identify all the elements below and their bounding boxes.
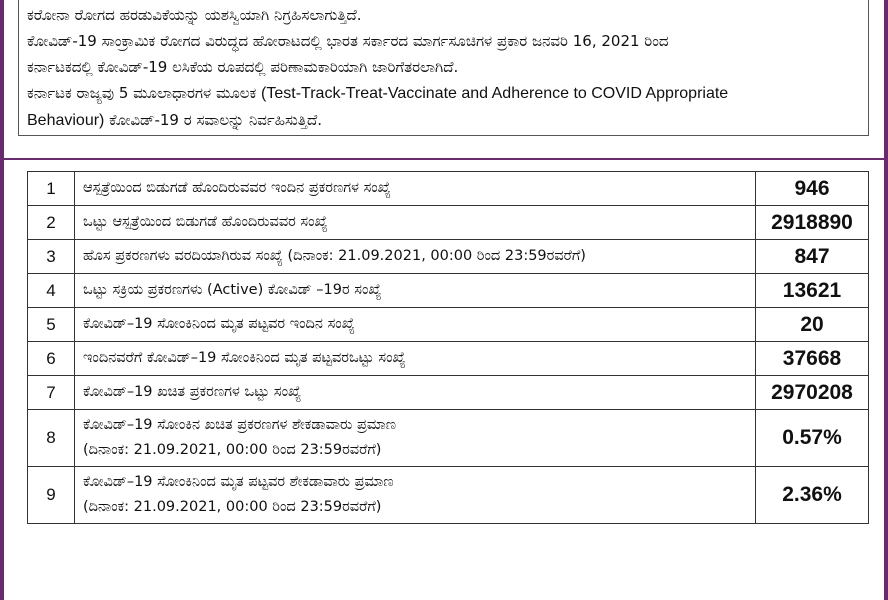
table-row	[28, 274, 869, 308]
row-number: 3	[28, 240, 75, 274]
intro-line-1: ಕರೋನಾ ರೋಗದ ಹರಡುವಿಕೆಯನ್ನು ಯಶಸ್ವಿಯಾಗಿ ನಿಗ್ರಹಿಸಲಾಗುತ್ತಿದೆ.	[27, 6, 362, 24]
row-description	[75, 467, 756, 524]
row-value: 13621	[756, 274, 869, 308]
row-description	[75, 240, 756, 274]
intro-line-5-english: Behaviour)	[27, 112, 105, 129]
row-number: 4	[28, 274, 75, 308]
covid-stats-table	[27, 171, 869, 524]
row-value: 946	[756, 172, 869, 206]
row-number: 6	[28, 342, 75, 376]
row-date-range: (ದಿನಾಂಕ: 21.09.2021, 00:00 ರಿಂದ 23:59ರವರೆಗೆ)	[83, 442, 382, 458]
row-description	[75, 410, 756, 467]
row-value: 2918890	[756, 206, 869, 240]
row-value: 20	[756, 308, 869, 342]
row-number: 8	[28, 410, 75, 467]
table-row	[28, 240, 869, 274]
row-description-text: ಕೋವಿಡ್–19 ಸೋಂಕಿನ ಖಚಿತ ಪ್ರಕರಣಗಳ ಶೇಕಡಾವಾರು ಪ್ರಮಾಣ	[83, 417, 397, 433]
row-value: 2.36%	[756, 467, 869, 524]
row-number: 1	[28, 172, 75, 206]
intro-line-2: ಕೋವಿಡ್-19 ಸಾಂಕ್ರಾಮಿಕ ರೋಗದ ವಿರುದ್ಧದ ಹೋರಾಟದಲ್ಲಿ ಭಾರತ ಸರ್ಕಾರದ ಮಾರ್ಗಸೂಚಿಗಳ ಪ್ರಕಾರ ಜನವರಿ 16, 2021 ರಿಂದ	[27, 32, 669, 50]
intro-line-4-english: (Test-Track-Treat-Vaccinate and Adherence to COVID Appropriate	[261, 85, 729, 102]
intro-line-4	[27, 80, 860, 107]
row-description-text: ಒಟ್ಟು ಆಸ್ಪತ್ರೆಯಿಂದ ಬಿಡುಗಡೆ ಹೊಂದಿರುವವರ ಸಂಖ್ಯೆ	[83, 214, 328, 230]
intro-text-box	[18, 0, 869, 136]
row-description-text: ಹೊಸ ಪ್ರಕರಣಗಳು ವರದಿಯಾಗಿರುವ ಸಂಖ್ಯೆ (ದಿನಾಂಕ: 21.09.2021, 00:00 ರಿಂದ 23:59ರವರೆಗೆ)	[83, 248, 586, 264]
row-description-text: ಕೋವಿಡ್–19 ಸೋಂಕಿನಿಂದ ಮೃತ ಪಟ್ಟವರ ಇಂದಿನ ಸಂಖ್ಯೆ	[83, 316, 355, 332]
intro-line-4-kannada: ಕರ್ನಾಟಕ ರಾಜ್ಯವು 5 ಮೂಲಾಧಾರಗಳ ಮೂಲಕ	[27, 84, 262, 102]
section-divider	[4, 158, 884, 160]
row-description-text: ಇಂದಿನವರೆಗೆ ಕೋವಿಡ್–19 ಸೋಂಕಿನಿಂದ ಮೃತ ಪಟ್ಟವರಒಟ್ಟು ಸಂಖ್ಯೆ	[83, 350, 406, 366]
row-description	[75, 308, 756, 342]
row-description	[75, 376, 756, 410]
table-row	[28, 376, 869, 410]
intro-line-5	[27, 107, 860, 134]
row-description	[75, 206, 756, 240]
row-value: 37668	[756, 342, 869, 376]
intro-line-3: ಕರ್ನಾಟಕದಲ್ಲಿ ಕೋವಿಡ್-19 ಲಸಿಕೆಯ ರೂಪದಲ್ಲಿ ಪರಿಣಾಮಕಾರಿಯಾಗಿ ಜಾರಿಗೆತರಲಾಗಿದೆ.	[27, 58, 459, 76]
row-description-text: ಕೋವಿಡ್–19 ಸೋಂಕಿನಿಂದ ಮೃತ ಪಟ್ಟವರ ಶೇಕಡಾವಾರು ಪ್ರಮಾಣ	[83, 474, 394, 490]
row-date-range: (ದಿನಾಂಕ: 21.09.2021, 00:00 ರಿಂದ 23:59ರವರೆಗೆ)	[83, 499, 382, 515]
row-number: 9	[28, 467, 75, 524]
row-description-text: ಕೋವಿಡ್–19 ಖಚಿತ ಪ್ರಕರಣಗಳ ಒಟ್ಟು ಸಂಖ್ಯೆ	[83, 384, 302, 400]
row-description-text: ಒಟ್ಟು ಸಕ್ರಿಯ ಪ್ರಕರಣಗಳು (Active) ಕೋವಿಡ್ –19ರ ಸಂಖ್ಯೆ	[83, 282, 382, 298]
table-row	[28, 410, 869, 467]
row-value: 847	[756, 240, 869, 274]
intro-line-5-kannada: ಕೋವಿಡ್-19 ರ ಸವಾಲನ್ನು ನಿರ್ವಹಿಸುತ್ತಿದೆ.	[104, 111, 323, 129]
row-description	[75, 172, 756, 206]
row-number: 2	[28, 206, 75, 240]
row-value: 2970208	[756, 376, 869, 410]
table-row	[28, 467, 869, 524]
table-row	[28, 172, 869, 206]
row-number: 5	[28, 308, 75, 342]
table-row	[28, 206, 869, 240]
row-number: 7	[28, 376, 75, 410]
row-description-text: ಆಸ್ಪತ್ರೆಯಿಂದ ಬಿಡುಗಡೆ ಹೊಂದಿರುವವರ ಇಂದಿನ ಪ್ರಕರಣಗಳ ಸಂಖ್ಯೆ	[83, 180, 391, 196]
row-description	[75, 274, 756, 308]
row-value: 0.57%	[756, 410, 869, 467]
table-row	[28, 342, 869, 376]
row-description	[75, 342, 756, 376]
table-row	[28, 308, 869, 342]
